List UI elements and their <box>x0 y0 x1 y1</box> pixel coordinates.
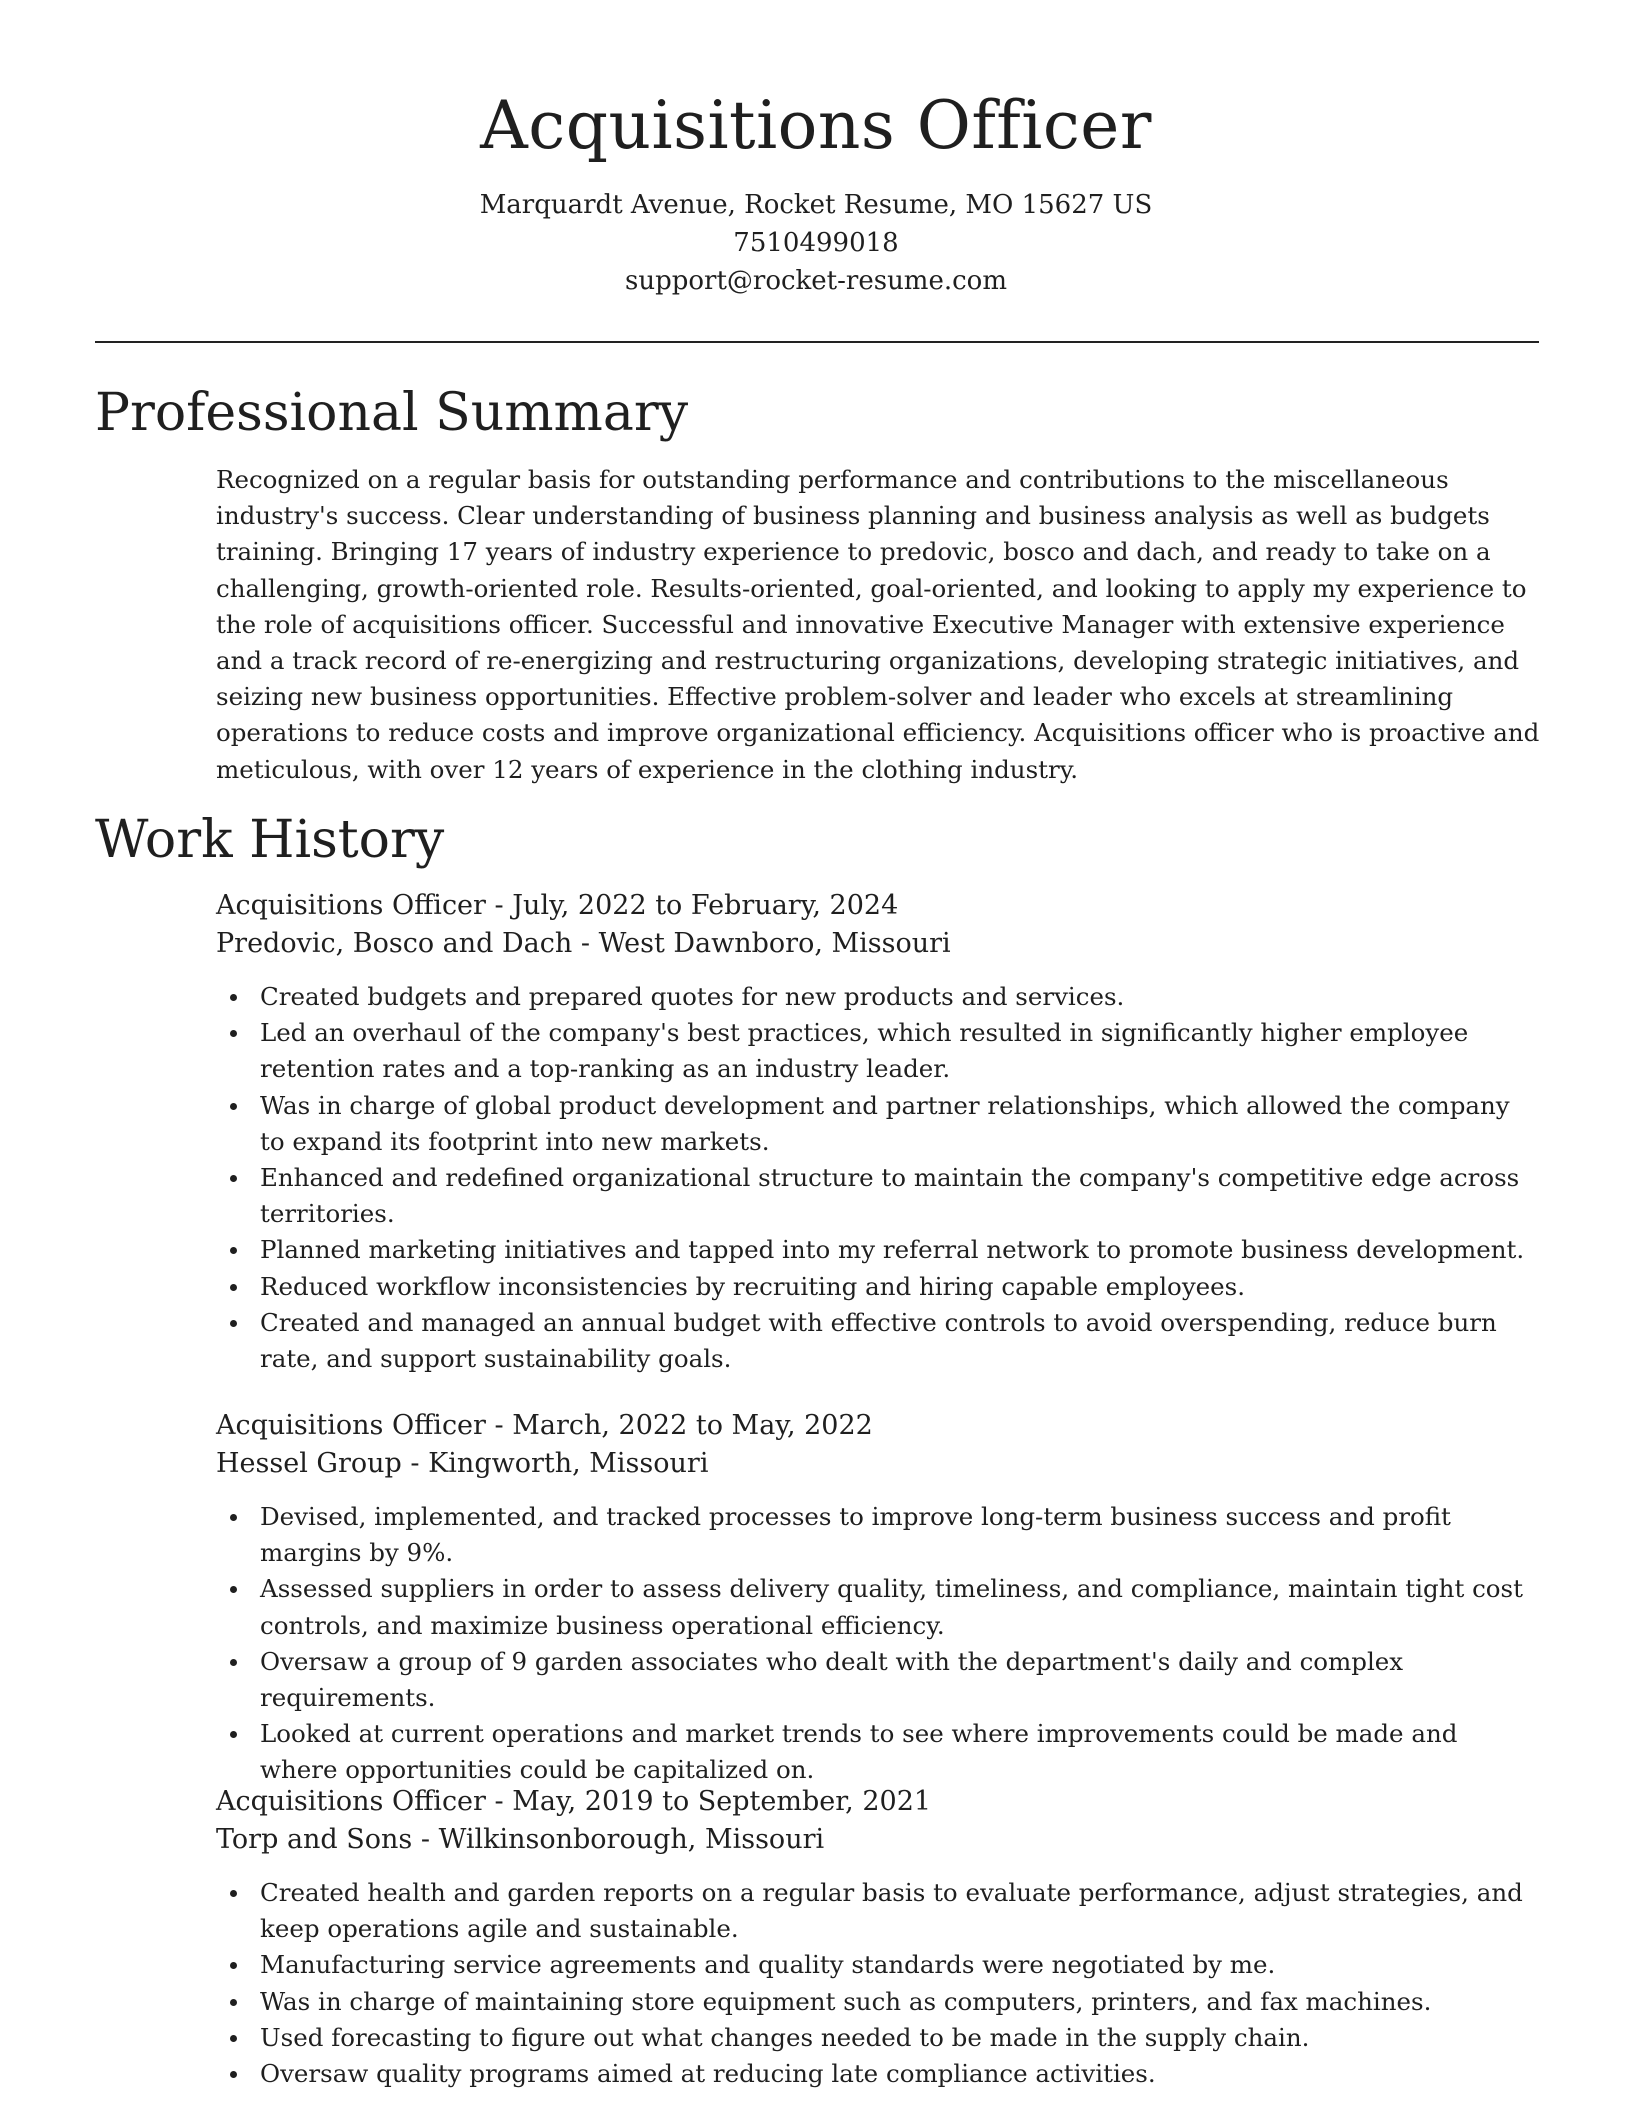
job-company-line: Predovic, Bosco and Dach - West Dawnboro, Missouri <box>216 928 951 959</box>
job-company-line: Hessel Group - Kingworth, Missouri <box>216 1448 709 1479</box>
list-item: Was in charge of maintaining store equipment such as computers, printers, and fax machines. <box>216 1984 1541 2020</box>
contact-address: Marquardt Avenue, Rocket Resume, MO 15627 US <box>479 190 1153 220</box>
job-entry <box>216 1783 1541 2092</box>
job-role-line: Acquisitions Officer - March, 2022 to May, 2022 <box>216 1410 873 1441</box>
summary-text: Recognized on a regular basis for outstanding performance and contributions to the miscellaneous industry's success. Clear understanding of business planning and business analysis as well as budgets training. Bringing 17 years of industry experience to predovic, bosco and dach, and ready to take on a challenging, growth-oriented role. Results-oriented, goal-oriented, and looking to apply my experience to the role of acquisitions officer. Successful and innovative Executive Manager with extensive experience and a track record of re-energizing and restructuring organizations, developing strategic initiatives, and seizing new business opportunities. Effective problem-solver and leader who excels at streamlining operations to reduce costs and improve organizational efficiency. Acquisitions officer who is proactive and meticulous, with over 12 years of experience in the clothing industry. <box>216 465 1540 784</box>
list-item: Planned marketing initiatives and tapped into my referral network to promote business development. <box>216 1232 1541 1268</box>
job-role-line: Acquisitions Officer - July, 2022 to February, 2024 <box>216 890 899 921</box>
list-item: Created and managed an annual budget with effective controls to avoid overspending, reduce burn rate, and support sustainability goals. <box>216 1305 1541 1377</box>
list-item: Looked at current operations and market trends to see where improvements could be made and where opportunities could be capitalized on. <box>216 1716 1541 1788</box>
list-item: Devised, implemented, and tracked processes to improve long-term business success and profit margins by 9%. <box>216 1499 1541 1571</box>
job-bullets <box>216 979 1541 1377</box>
list-item: Used forecasting to figure out what changes needed to be made in the supply chain. <box>216 2020 1541 2056</box>
job-entry <box>216 887 1541 1377</box>
list-item: Oversaw quality programs aimed at reducing late compliance activities. <box>216 2056 1541 2092</box>
list-item: Reduced workflow inconsistencies by recruiting and hiring capable employees. <box>216 1269 1541 1305</box>
list-item: Assessed suppliers in order to assess delivery quality, timeliness, and compliance, maintain tight cost controls, and maximize business operational efficiency. <box>216 1571 1541 1643</box>
contact-email: support@rocket-resume.com <box>624 266 1007 296</box>
job-company-line: Torp and Sons - Wilkinsonborough, Missouri <box>216 1824 825 1855</box>
list-item: Created budgets and prepared quotes for new products and services. <box>216 979 1541 1015</box>
list-item: Oversaw a group of 9 garden associates who dealt with the department's daily and complex requirements. <box>216 1644 1541 1716</box>
contact-block <box>0 186 1632 300</box>
list-item: Created health and garden reports on a regular basis to evaluate performance, adjust strategies, and keep operations agile and sustainable. <box>216 1875 1541 1947</box>
list-item: Enhanced and redefined organizational structure to maintain the company's competitive edge across territories. <box>216 1160 1541 1232</box>
list-item: Manufacturing service agreements and quality standards were negotiated by me. <box>216 1947 1541 1983</box>
job-bullets <box>216 1875 1541 2092</box>
header-divider <box>95 341 1539 343</box>
section-title-work-history: Work History <box>95 810 445 870</box>
resume-header <box>0 0 1632 300</box>
section-title-summary: Professional Summary <box>95 383 689 443</box>
list-item: Led an overhaul of the company's best practices, which resulted in significantly higher employee retention rates and a top-ranking as an industry leader. <box>216 1015 1541 1087</box>
job-role-line: Acquisitions Officer - May, 2019 to September, 2021 <box>216 1786 932 1817</box>
job-bullets <box>216 1499 1541 1789</box>
list-item: Was in charge of global product development and partner relationships, which allowed the company to expand its footprint into new markets. <box>216 1088 1541 1160</box>
resume-name: Acquisitions Officer <box>480 87 1152 164</box>
job-entry <box>216 1407 1541 1789</box>
contact-phone: 7510499018 <box>733 228 899 258</box>
